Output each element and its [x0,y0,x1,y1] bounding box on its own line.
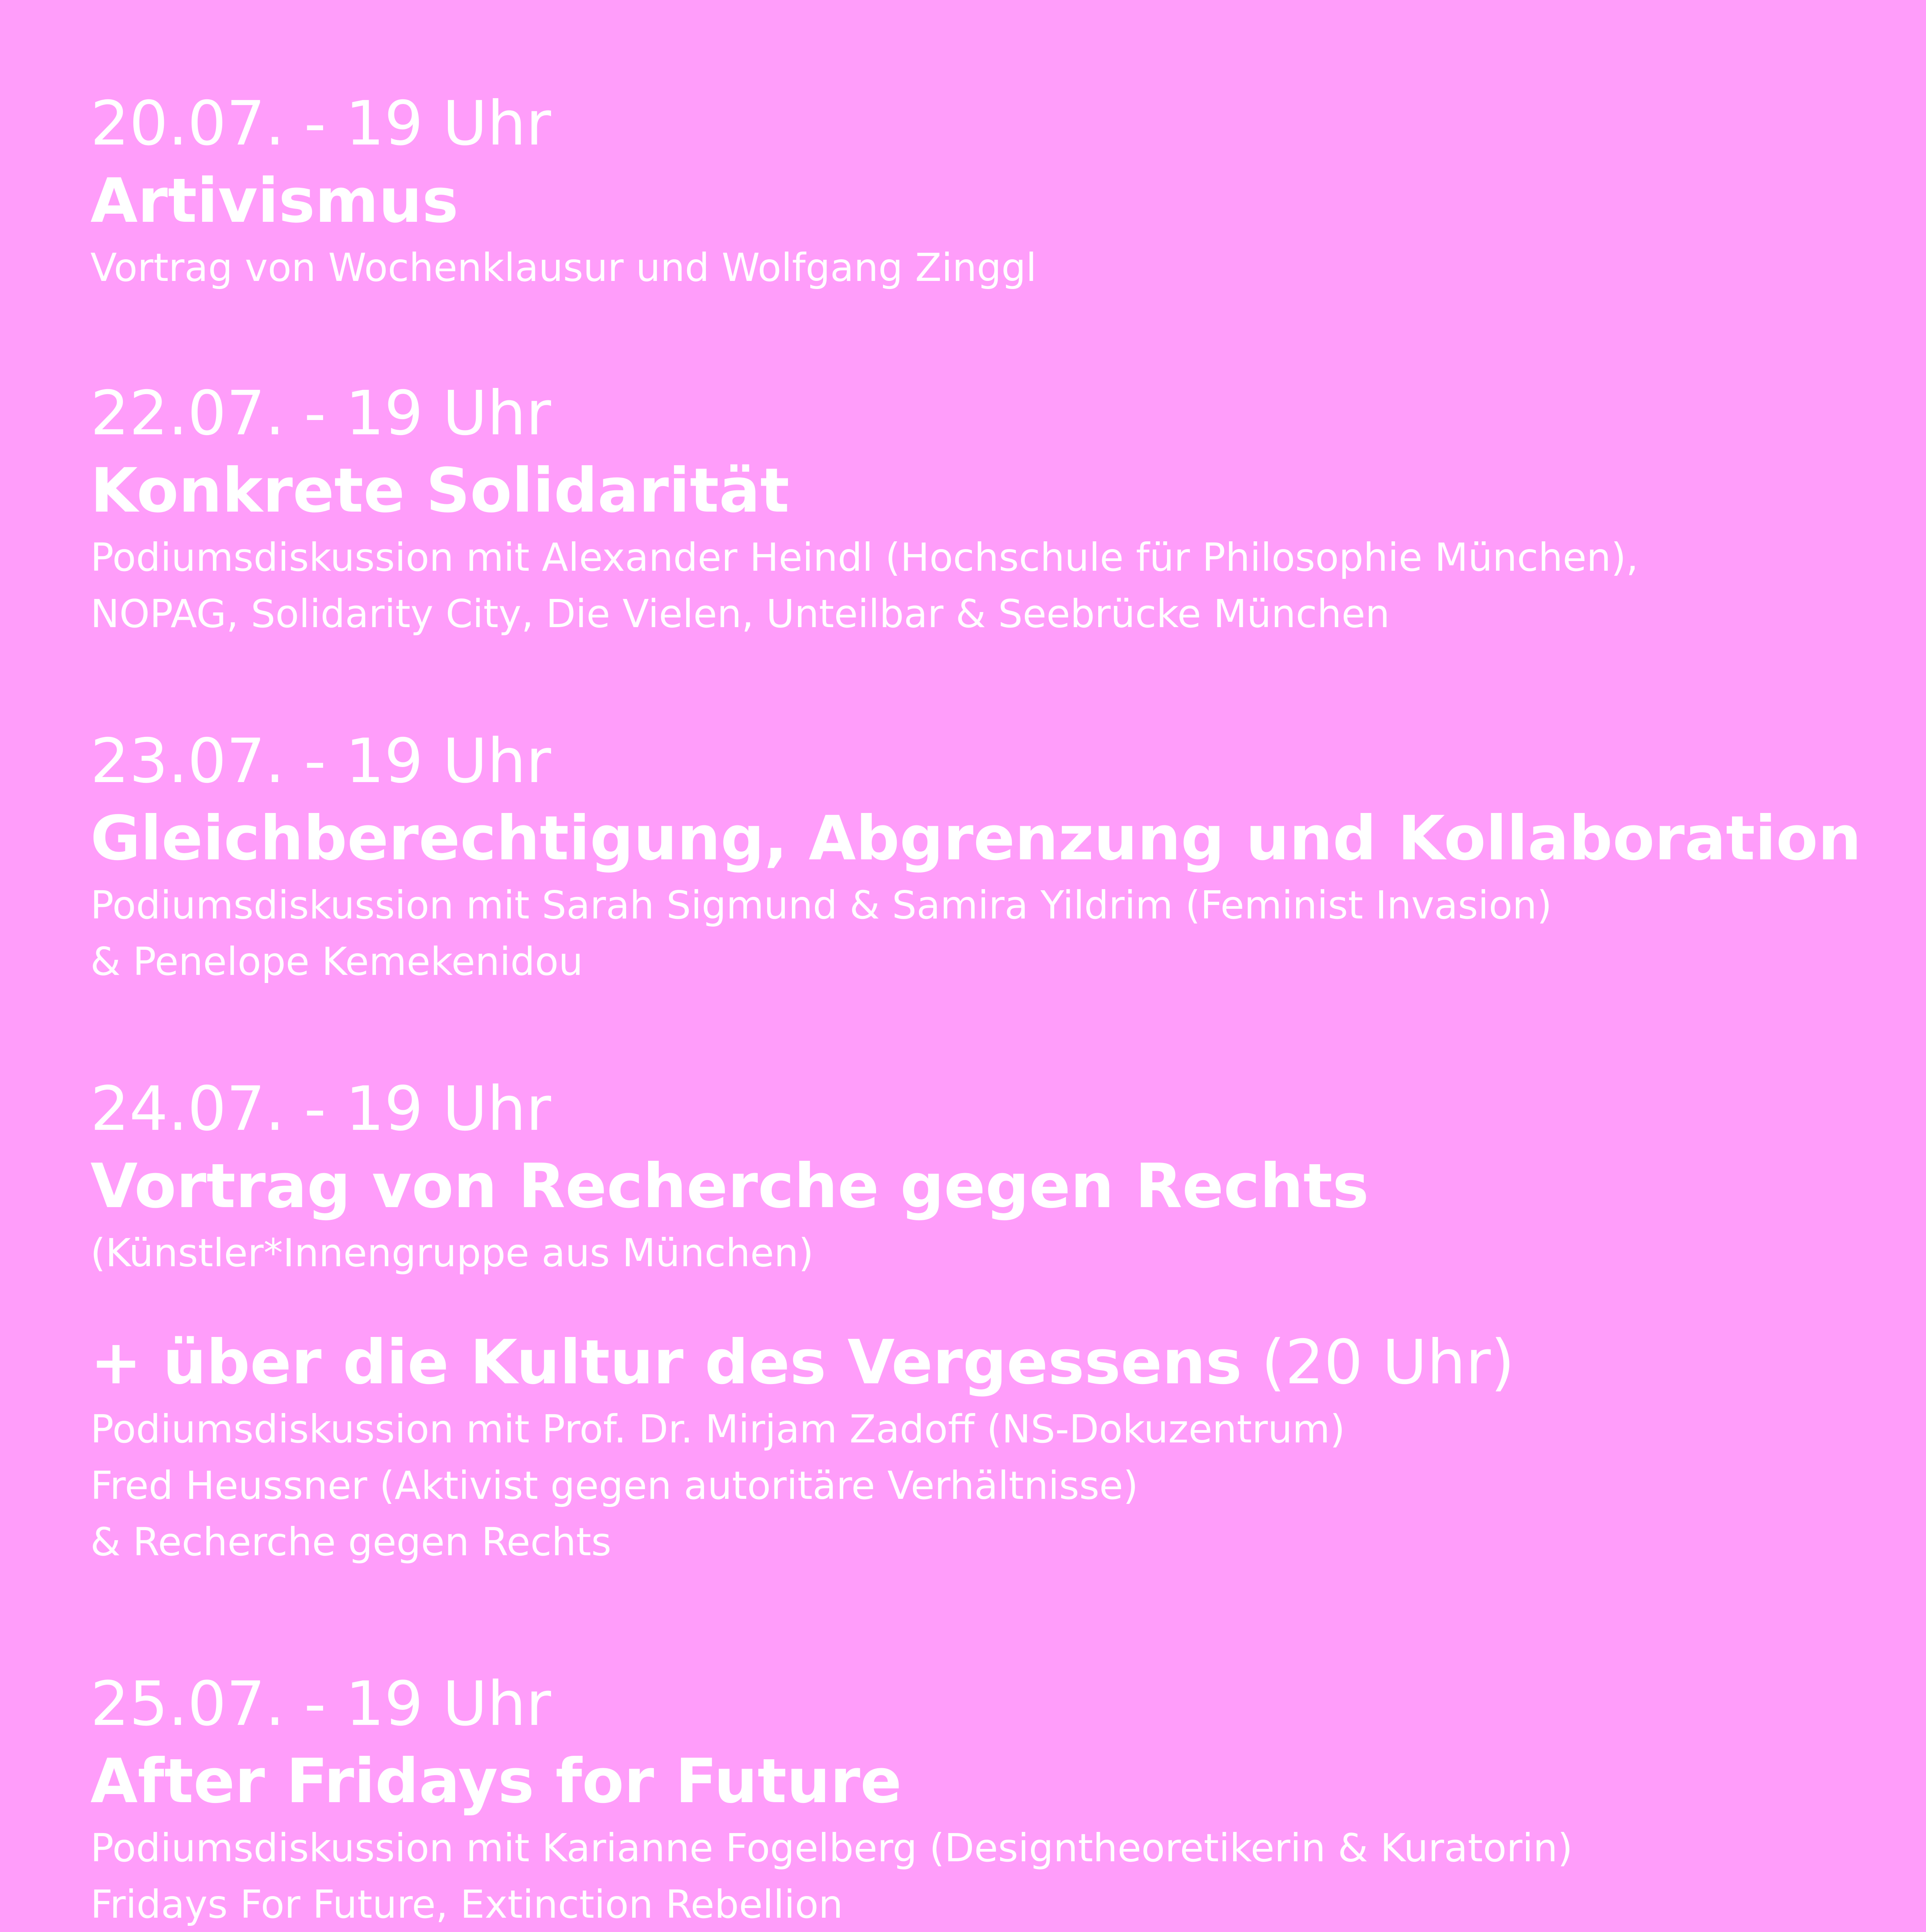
event-date: 20.07. - 19 Uhr [90,88,551,159]
event-title: Konkrete Solidarität [90,455,789,526]
event-24-07 [90,1070,1880,1570]
event-description-line: & Penelope Kemekenidou [90,939,583,984]
event-description-line: Vortrag von Wochenklausur und Wolfgang Zinggl [90,245,1037,290]
event-description-line: Podiumsdiskussion mit Prof. Dr. Mirjam Zadoff (NS-Dokuzentrum) [90,1406,1345,1452]
event-description-line: & Recherche gegen Rechts [90,1519,612,1565]
event-date: 25.07. - 19 Uhr [90,1668,551,1740]
event-20-07 [90,85,1880,296]
event-title: Gleichberechtigung, Abgrenzung und Kollaboration [90,803,1861,874]
event-title: Artivismus [90,165,459,236]
event-title: After Fridays for Future [90,1746,902,1817]
event-description-line: Fridays For Future, Extinction Rebellion [90,1882,843,1927]
event-date: 22.07. - 19 Uhr [90,378,551,449]
event-description-line: NOPAG, Solidarity City, Die Vielen, Unteilbar & Seebrücke München [90,591,1390,636]
event-description-line: (Künstler*Innengruppe aus München) [90,1230,814,1276]
event-description-line: Podiumsdiskussion mit Karianne Fogelberg (Designtheoretikerin & Kuratorin) [90,1825,1573,1871]
event-description-line: Podiumsdiskussion mit Alexander Heindl (Hochschule für Philosophie München), [90,535,1638,580]
event-25-07 [90,1665,1880,1932]
event-description-line: Fred Heussner (Aktivist gegen autoritäre Verhältnisse) [90,1463,1138,1508]
event-second-title-time: (20 Uhr) [1242,1327,1515,1398]
event-title: Vortrag von Recherche gegen Rechts [90,1151,1369,1222]
event-date: 24.07. - 19 Uhr [90,1073,551,1145]
event-description-line: Podiumsdiskussion mit Sarah Sigmund & Samira Yildrim (Feminist Invasion) [90,883,1552,928]
event-22-07 [90,375,1880,642]
event-second-title [90,1324,1880,1401]
event-date: 23.07. - 19 Uhr [90,726,551,797]
section-gap [90,1281,1880,1324]
event-23-07 [90,723,1880,990]
event-second-title-text: + über die Kultur des Vergessens [90,1327,1242,1398]
